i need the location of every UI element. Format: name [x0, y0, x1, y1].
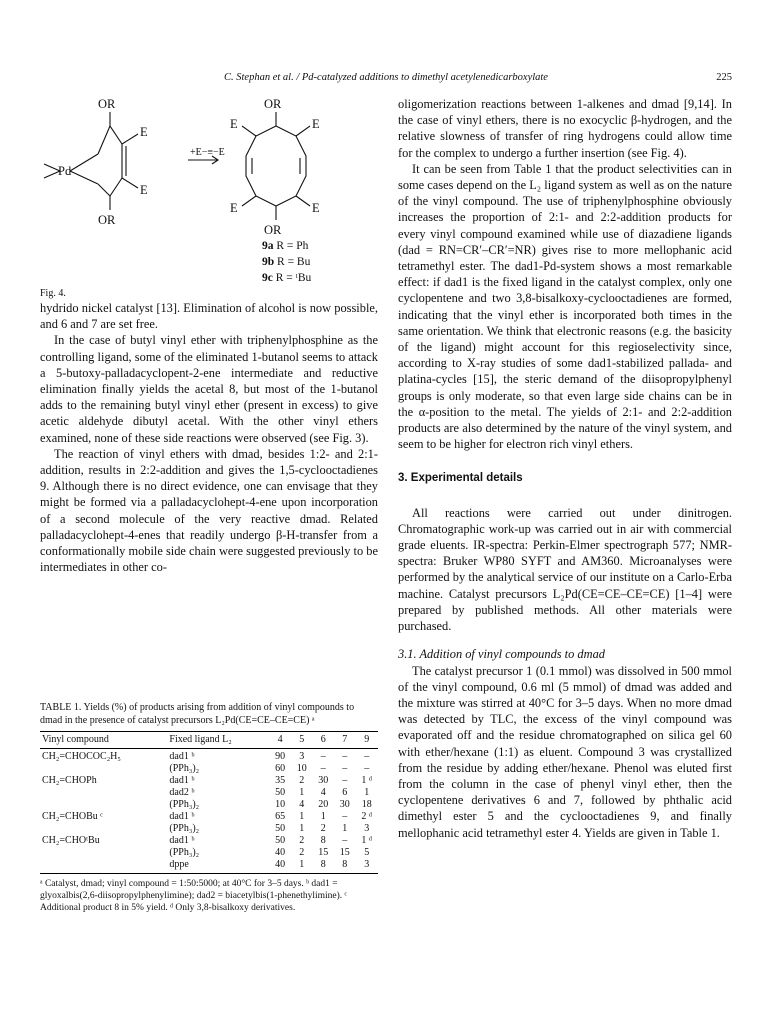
paragraph: The catalyst precursor 1 (0.1 mmol) was dissolved in 500 mmol of the vinyl compound, 0.6 ml (5 mmol) of dmad was added and the mixture was stirred at 40°C for 3–5 days. When no more dmad was detected by TLC, the excess of the vinyl compound was evaporated off and the residue chromatographed on silica gel 60 with ether/hexane (1:1) as eluent. Compound 3 was crystallized from the residue by adding ether/hexane. Phenol was eluted first from the column in the case of phenyl vinyl ether, then the cyclopentene derivatives 6 and 7, followed by phthalic acid dimethyl ester 5 and the cyclooctadienes 9, and finally mellophanic acid tetramethyl ester 4. Yields are given in Table 1. — [398, 663, 732, 840]
right-e-1: E — [312, 117, 320, 131]
table-row: CH₂=CHOCOC₂H₅ dad1 ᵇ 90 3 – – – — [42, 751, 370, 762]
right-column — [398, 96, 732, 841]
compound-label: 9a R = Ph — [262, 240, 309, 252]
right-e-2: E — [230, 117, 238, 131]
column-header: 7 — [334, 732, 356, 749]
table-row: (PPh₃)₂ 60 10 – – – — [169, 763, 370, 774]
column-header: 5 — [291, 732, 313, 749]
right-or-bottom: OR — [264, 223, 282, 237]
table-header-row — [40, 732, 378, 749]
figure-4 — [40, 96, 380, 299]
running-header — [40, 72, 732, 90]
right-or-top: OR — [264, 97, 282, 111]
table-row: CH₂=CHOᵗBu dad1 ᵇ 50 2 8 – 1 ᵈ — [42, 835, 373, 846]
figure-caption: Fig. 4. — [40, 288, 66, 299]
right-e-3: E — [312, 201, 320, 215]
compound-label: 9b R = Bu — [262, 256, 311, 268]
table-row: (PPh₃)₂ 50 1 2 1 3 — [169, 823, 370, 834]
left-e-top: E — [140, 125, 148, 139]
table-footnotes: ᵃ Catalyst, dmad; vinyl compound = 1:50:5000; at 40°C for 3–5 days. ᵇ dad1 = glyoxalbis(2,6-diisopropylphenylimine); dad2 = biacetylbis(1-phenethylimine). ᶜ Additional product 8 in 5% yield. ᵈ Only 3,8-bisalkoxy derivatives. — [40, 879, 347, 913]
left-or-top: OR — [98, 97, 116, 111]
table-row: (PPh₃)₂ 10 4 20 30 18 — [169, 799, 372, 810]
yields-table — [40, 731, 378, 874]
paragraph: In the case of butyl vinyl ether with triphenylphosphine as the controlling ligand, some of the eliminated 1-butanol seems to attack a 5-butoxy-palladacyclopent-2-ene intermediate and reductive elimination finally yields the acetal 8, but most of the 1-butanol adds to the remaining butyl vinyl ether (present in excess) to give acetic aldehyde dibutyl acetal. With the other vinyl ethers examined, none of these side reactions were observed (see Fig. 3). — [40, 333, 378, 445]
paragraph: hydrido nickel catalyst [13]. Elimination of alcohol is now possible, and 6 and 7 are set free. — [40, 301, 378, 332]
reaction-scheme-drawing — [40, 96, 380, 296]
paragraph: oligomerization reactions between 1-alkenes and dmad [9,14]. In the case of vinyl ethers, there is no exocyclic β-hydrogen, and the relative slowness of transfer of ring hydrogens could allow time for the complex to undergo a further insertion (see Fig. 4). — [398, 97, 732, 160]
column-header: 4 — [269, 732, 291, 749]
right-e-4: E — [230, 201, 238, 215]
left-e-bottom: E — [140, 183, 148, 197]
reagent-label: +E−≡−E — [190, 147, 225, 158]
table-row: CH₂=CHOPh dad1 ᵇ 35 2 30 – 1 ᵈ — [42, 775, 373, 786]
left-or-bottom: OR — [98, 213, 116, 227]
table-row: CH₂=CHOBu ᶜ dad1 ᵇ 65 1 1 – 2 ᵈ — [42, 811, 373, 822]
table-caption: TABLE 1. Yields (%) of products arising from addition of vinyl compounds to dmad in the presence of catalyst precursors L₂Pd(CE=CE–CE=CE) ᵃ — [40, 702, 355, 726]
pd-atom: Pd — [58, 164, 72, 178]
section-heading: 3. Experimental details — [398, 472, 523, 485]
table-row: dppe 40 1 8 8 3 — [40, 859, 378, 874]
paragraph: All reactions were carried out under dinitrogen. Chromatographic work-up was carried out in air with commercial grade eluents. IR-spectra: Perkin-Elmer spectrograph 577; NMR-spectra: Bruker WP80 SYFT and AM360. Microanalyses were performed by the analytical service of our institute on a Carlo-Erba machine. Catalyst precursors L₂Pd(CE=CE–CE=CE) [1–4] were prepared by published methods. All other materials were purchased. — [398, 505, 732, 634]
table-1 — [40, 702, 378, 914]
column-header: 9 — [355, 732, 378, 749]
compound-label-list — [262, 238, 311, 286]
paragraph: It can be seen from Table 1 that the product selectivities can in some cases depend on the L₂ ligand system as well as on the nature of the vinyl compound. The use of triphenylphosphine obviously increases the proportion of 2:1- and 2:2-addition products for every vinyl compound examined while use of diazadiene ligands (dad = RN=CR′–CR′=NR) gives rise to more mellophanic acid tetramethyl ester. The dad1-Pd-system shows a most remarkable effect: if dad1 is the fixed ligand in the catalyst complex, only one cyclopentene and two 3,8-bisalkoxy-cyclooctadienes are formed, indicating that the vinyl ether is incorporated both times in the same orientation. We think that electronic reasons (e.g. the basicity of the ligand) might account for this regioselectivity since, according to X-ray studies of some dad1-stabilized pallada- and platina-cycles [15], the steric demand of the diisopropylphenyl groups is only moderate, so that even large side chains can be in the α-position to the metal. The yields of 2:1- and 2:2-addition products are also determined by the nature of the vinyl system, and seem to be higher for electron rich vinyl ethers. — [398, 161, 732, 452]
paragraph: The reaction of vinyl ethers with dmad, besides 1:2- and 2:1-addition, results in 2:2-addition and gives the 1,5-cyclooctadienes 9. Although there is no direct evidence, one can envisage that they might be formed via a palladacyclohept-4-ene upon incorporation of a second molecule of the very reactive dmad. Related palladacyclohept-4-enes that readily undergo β-H-transfer from a conformationally mobile side chain were suggested previously to be intermediates in other co- — [40, 446, 378, 575]
subsection-heading: 3.1. Addition of vinyl compounds to dmad — [398, 647, 605, 662]
left-column — [40, 300, 378, 575]
page-number: 225 — [716, 72, 732, 83]
column-header: Vinyl compound — [40, 732, 167, 749]
table-row: (PPh₃)₂ 40 2 15 15 5 — [169, 847, 370, 858]
column-header: 6 — [312, 732, 334, 749]
compound-label: 9c R = ᵗBu — [262, 272, 312, 284]
running-title: C. Stephan et al. / Pd-catalyzed additions to dimethyl acetylenedicarboxylate — [224, 72, 548, 83]
table-row: dad2 ᵇ 50 1 4 6 1 — [169, 787, 370, 798]
column-header: Fixed ligand L₂ — [167, 732, 269, 749]
